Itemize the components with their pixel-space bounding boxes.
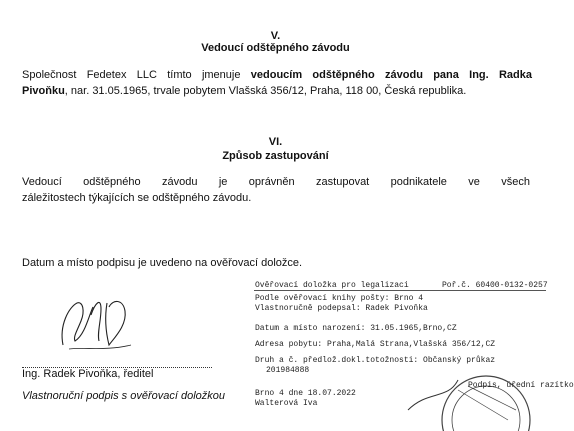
section-5-text-rest: , nar. 31.05.1965, trvale pobytem Vlašská 356/12, Praha, 118 00, Česká republika.: [64, 85, 467, 97]
section-6-paragraph: [22, 174, 530, 206]
verification-rule: [254, 290, 546, 291]
verification-line-5: Druh a č. předlož.dokl.totožnosti: Občanský průkaz: [255, 356, 496, 365]
signer-name: Ing. Radek Pivoňka, ředitel: [22, 368, 154, 380]
verification-line-3: Datum a místo narození: 31.05.1965,Brno,CZ: [255, 324, 457, 333]
signature-note: Datum a místo podpisu je uvedeno na ověřovací doložce.: [22, 257, 303, 269]
signer-caption: Vlastnoruční podpis s ověřovací doložkou: [22, 390, 226, 402]
verification-line-6: 201984888: [266, 366, 310, 375]
official-stamp: [398, 350, 548, 431]
verification-clerk: Walterová Iva: [255, 399, 318, 408]
verification-line-2: Vlastnoručně podepsal: Radek Pivoňka: [255, 304, 428, 313]
verification-header: Ověřovací doložka pro legalizaci: [255, 281, 409, 290]
section-5-paragraph: [22, 67, 532, 99]
section-5-text-bold: vedoucím odštěpného závodu pana Ing. Radka: [250, 69, 533, 81]
handwritten-signature: [55, 285, 145, 365]
verification-line-4: Adresa pobytu: Praha,Malá Strana,Vlašská 356/12,CZ: [255, 340, 496, 349]
verification-line-1: Podle ověřovací knihy pošty: Brno 4: [255, 294, 424, 303]
section-5-text: Společnost Fedetex LLC tímto jmenuje: [22, 69, 251, 81]
verification-place-date: Brno 4 dne 18.07.2022: [255, 389, 356, 398]
section-6-title: Způsob zastupování: [222, 150, 329, 162]
section-5-title: Vedoucí odštěpného závodu: [201, 42, 350, 54]
section-6-line-2: záležitostech týkajících se odštěpného závodu.: [22, 192, 252, 204]
section-6-line-1: Vedoucí odštěpného závodu je oprávněn zastupovat podnikatele ve všech: [22, 176, 530, 188]
section-6-number: VI.: [268, 136, 283, 148]
stamp-caption: Podpis, úřední razítko: [468, 381, 574, 390]
section-5-number: V.: [270, 30, 281, 42]
section-5-name-bold: Pivoňku: [22, 85, 65, 97]
verification-number: Poř.č. 60400-0132-0257: [442, 281, 548, 290]
